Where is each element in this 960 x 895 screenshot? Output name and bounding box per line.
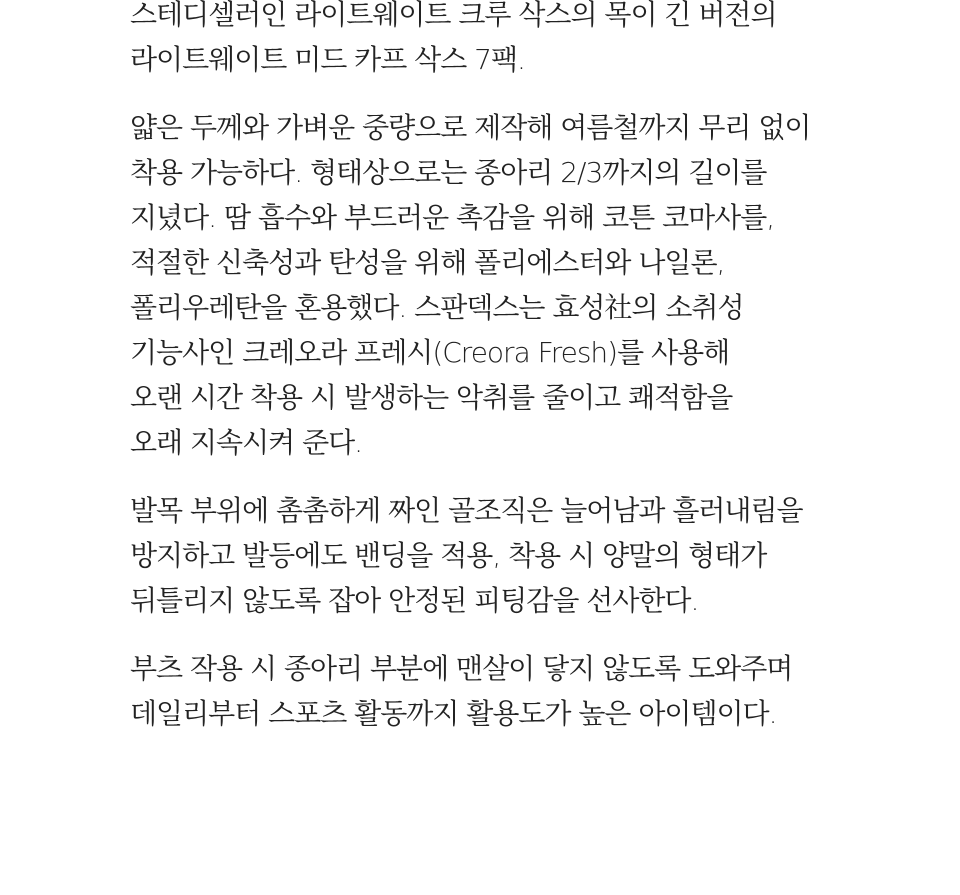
intro-paragraph <box>130 0 930 82</box>
text-line: 스테디셀러인 라이트웨이트 크루 삭스의 목이 긴 버전의 <box>130 0 777 31</box>
fit-paragraph <box>130 488 930 623</box>
text-line: 발목 부위에 촘촘하게 짜인 골조직은 늘어남과 흘러내림을 <box>130 494 803 527</box>
text-line: 기능사인 크레오라 프레시(Creora Fresh)를 사용해 <box>130 336 730 369</box>
text-line: 지녔다. 땀 흡수와 부드러운 촉감을 위해 코튼 코마사를, <box>130 201 775 234</box>
text-line: 얇은 두께와 가벼운 중량으로 제작해 여름철까지 무리 없이 <box>130 111 811 144</box>
text-line: 뒤틀리지 않도록 잡아 안정된 피팅감을 선사한다. <box>130 584 699 617</box>
text-line: 착용 가능하다. 형태상으로는 종아리 2/3까지의 길이를 <box>130 156 767 189</box>
usage-paragraph <box>130 646 930 736</box>
text-line: 라이트웨이트 미드 카프 삭스 7팩. <box>130 43 525 76</box>
text-line: 오랜 시간 착용 시 발생하는 악취를 줄이고 쾌적함을 <box>130 381 733 414</box>
text-line: 부츠 작용 시 종아리 부분에 맨살이 닿지 않도록 도와주며 <box>130 652 793 685</box>
text-line: 데일리부터 스포츠 활동까지 활용도가 높은 아이템이다. <box>130 697 777 730</box>
product-description <box>130 0 930 759</box>
text-line: 오래 지속시켜 준다. <box>130 426 363 459</box>
material-paragraph <box>130 105 930 465</box>
text-line: 폴리우레탄을 혼용했다. 스판덱스는 효성社의 소취성 <box>130 291 744 324</box>
text-line: 적절한 신축성과 탄성을 위해 폴리에스터와 나일론, <box>130 246 725 279</box>
text-line: 방지하고 발등에도 밴딩을 적용, 착용 시 양말의 형태가 <box>130 539 767 572</box>
